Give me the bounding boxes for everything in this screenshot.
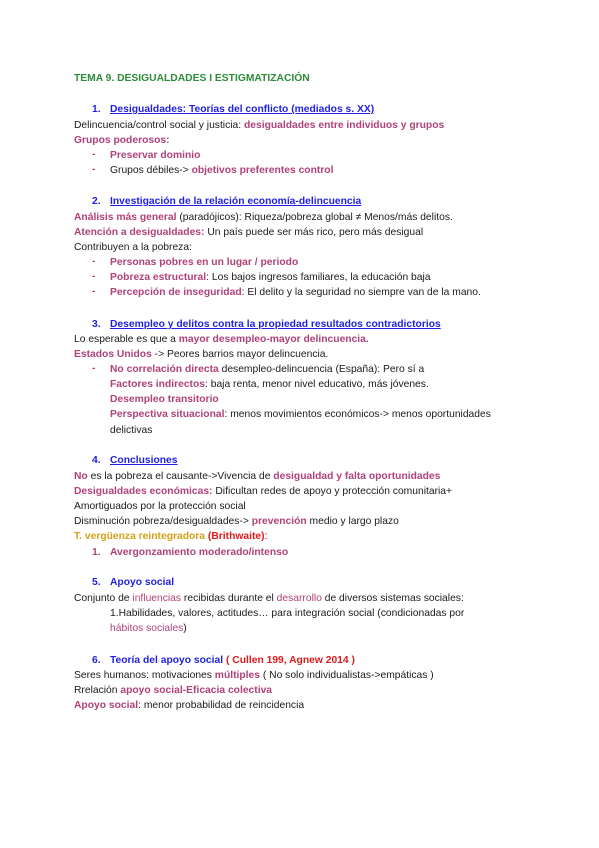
section-6-reference: ( Cullen 199, Agnew 2014 ) [223,655,355,666]
bullet-dash: - [92,271,96,282]
section-5-number: 5. [92,577,101,588]
section-6-title: Teoría del apoyo social [110,655,224,666]
s3-bullet-4: Perspectiva situacional: menos movimientos económicos-> menos oportunidades [110,409,491,420]
s3-line-2: Estados Unidos -> Peores barrios mayor delincuencia. [74,349,329,360]
s2-bullet-2: Pobreza estructural: Los bajos ingresos familiares, la educación baja [110,272,431,283]
s3-bullet-3: Desempleo transitorio [110,394,219,405]
s3-line-1: Lo esperable es que a mayor desempleo-mayor delincuencia. [74,334,369,345]
section-5-heading [92,576,174,589]
s5-sub-2: hábitos sociales) [110,623,187,634]
section-3-title: Desempleo y delitos contra la propiedad resultados contradictorios [110,319,441,330]
s1-bullet-1: Preservar dominio [110,150,201,161]
s2-line-2: Atención a desigualdades: Un país puede ser más rico, pero más desigual [74,227,424,238]
s1-line-2: Grupos poderosos: [74,135,170,146]
bullet-dash: - [92,286,96,297]
s6-line-3: Apoyo social: menor probabilidad de reincidencia [74,700,305,711]
section-4-number: 4. [92,455,101,466]
s4-line-5: T. vergüenza reintegradora (Brithwaite): [74,531,268,542]
s1-bullet-2: Grupos débiles-> objetivos preferentes control [110,165,334,176]
bullet-dash: - [92,256,96,267]
s5-line-1: Conjunto de influencias recibidas durante el desarrollo de diversos sistemas sociales: [74,593,464,604]
section-1-number: 1. [92,104,101,115]
s3-bullet-2: Factores indirectos: baja renta, menor nivel educativo, más jóvenes. [110,379,429,390]
section-2-number: 2. [92,196,101,207]
s4-numbered-1: 1. Avergonzamiento moderado/intenso [92,547,289,558]
bullet-dash: - [92,363,96,374]
s6-line-2: Rrelación apoyo social-Eficacia colectiva [74,685,273,696]
section-2-title: Investigación de la relación economía-delincuencia [110,196,362,207]
section-3-number: 3. [92,319,101,330]
page-title: TEMA 9. DESIGUALDADES I ESTIGMATIZACIÓN [74,73,310,84]
s4-line-3: Amortiguados por la protección social [74,501,246,512]
section-1-title: Desigualdades: Teorías del conflicto (mediados s. XX) [110,104,375,115]
section-3-heading [92,318,441,331]
s2-line-3: Contribuyen a la pobreza: [74,242,192,253]
bullet-dash: - [92,164,96,175]
section-6-number: 6. [92,655,101,666]
bullet-dash: - [92,149,96,160]
section-2-heading [92,195,361,208]
s2-bullet-1: Personas pobres en un lugar / periodo [110,257,299,268]
section-6-heading [92,654,355,667]
s4-line-4: Disminución pobreza/desigualdades-> prevención medio y largo plazo [74,516,399,527]
s1-line-1: Delincuencia/control social y justicia: desigualdades entre individuos y grupos [74,120,445,131]
s4-line-2: Desigualdades económicas: Dificultan redes de apoyo y protección comunitaria+ [74,486,453,497]
section-4-heading [92,454,178,467]
section-5-title: Apoyo social [110,577,175,588]
s5-sub-1: 1.Habilidades, valores, actitudes… para integración social (condicionadas por [110,608,465,619]
s2-bullet-3: Percepción de inseguridad: El delito y la seguridad no siempre van de la mano. [110,287,481,298]
section-1-heading [92,103,374,116]
section-4-title: Conclusiones [110,455,178,466]
s3-bullet-1: No correlación directa desempleo-delincuencia (España): Pero sí a [110,364,425,375]
s3-bullet-5: delictivas [110,425,153,436]
s4-line-1: No es la pobreza el causante->Vivencia de desigualdad y falta oportunidades [74,471,441,482]
s6-line-1: Seres humanos: motivaciones múltiples ( No solo individualistas->empáticas ) [74,670,434,681]
s2-line-1: Análisis más general (paradójicos): Riqueza/pobreza global ≠ Menos/más delitos. [74,212,453,223]
